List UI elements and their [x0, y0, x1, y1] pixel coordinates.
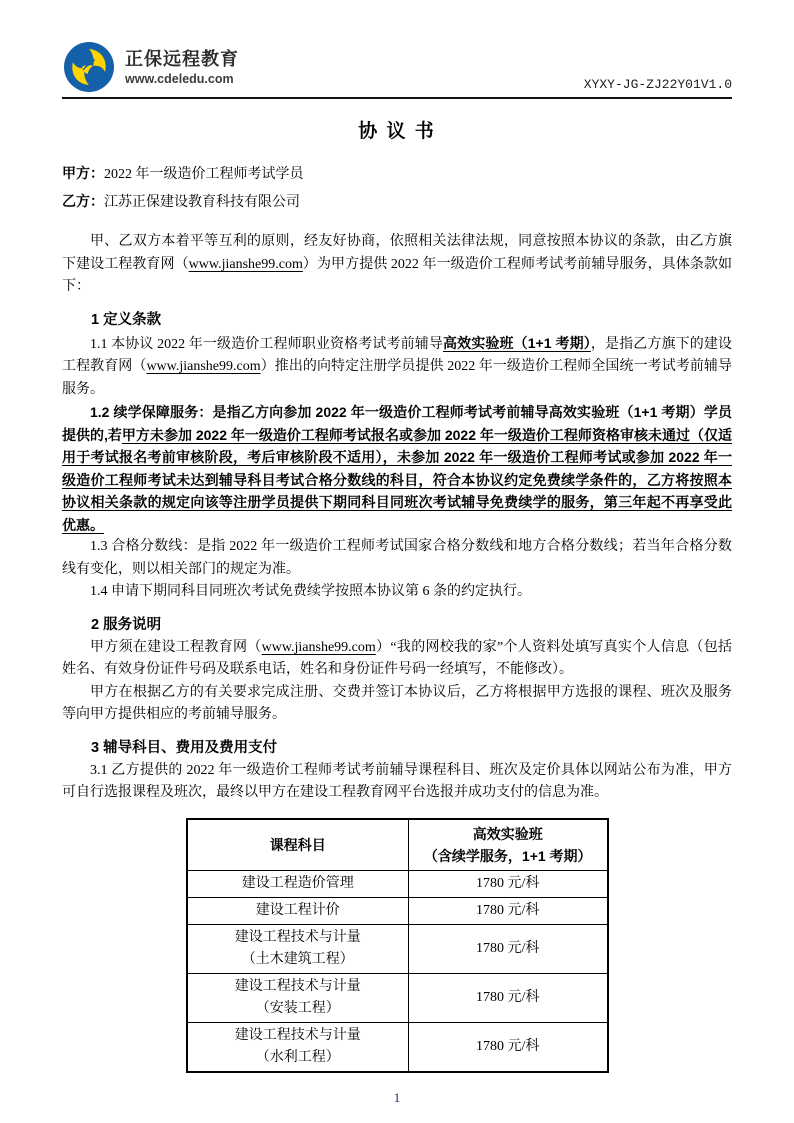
header-class-line1: 高效实验班 [472, 825, 543, 842]
table-row [187, 897, 608, 924]
section2-heading: 2 服务说明 [91, 616, 162, 633]
subject-cell [187, 870, 409, 897]
party-a-label: 甲方： [62, 165, 104, 181]
subject-cell [187, 973, 409, 1022]
document-code: XYXY-JG-ZJ22Y01V1.0 [583, 77, 732, 92]
table-row [187, 1022, 608, 1072]
subject-line1: 建设工程技术与计量 [234, 978, 361, 994]
intro-text-1: 甲、乙双方本着平等互利的原则，经友好协商，依照相关法律法规，同意按照本协议的条款，由乙方旗下建设工程教育网（ [62, 234, 732, 272]
subject-cell [187, 897, 409, 924]
clause-1-3: 1.3 合格分数线：是指 2022 年一级造价工程师考试国家合格分数线和地方合格分数线；若当年合格分数线有变化，则以相关部门的规定为准。 [62, 539, 732, 577]
section3-heading: 3 辅导科目、费用及费用支付 [91, 739, 278, 756]
party-b-line [62, 188, 732, 216]
table-row [187, 924, 608, 973]
party-b-value: 江苏正保建设教育科技有限公司 [104, 195, 300, 210]
party-a-line [62, 160, 732, 188]
subject-line2: （土木建筑工程） [241, 951, 354, 967]
parties-block [62, 160, 732, 216]
intro-paragraph [62, 231, 732, 299]
table-row [187, 870, 608, 897]
table-header-row [187, 819, 608, 871]
section2-p1-text-2: ）“我的网校我的家”个人资料处填写真实个人信息（包括姓名、有效身份证件号码及联系电话，姓名和身份证件号码一经填写，不能修改）。 [62, 639, 732, 677]
subject-line1: 建设工程计价 [255, 902, 340, 918]
header-class-line2: （含续学服务，1+1 考期） [423, 847, 592, 864]
subject-line1: 建设工程造价管理 [241, 875, 354, 891]
brand-url: www.cdeledu.com [125, 72, 234, 86]
clause-1-2 [62, 401, 732, 536]
brand-text [125, 47, 239, 87]
subject-line2: （水利工程） [255, 1049, 340, 1065]
course-price-table [186, 818, 609, 1073]
price-cell: 1780 元/科 [409, 870, 608, 897]
clause-3-1: 3.1 乙方提供的 2022 年一级造价工程师考试考前辅导课程科目、班次及定价具体以网站公布为准，甲方可自行选报课程及班次，最终以甲方在建设工程教育网平台选报并成功支付的信息为准。 [62, 762, 732, 800]
section2-p1-text-1: 甲方须在建设工程教育网（ [90, 639, 262, 655]
clause-1-1-text-1: 1.1 本协议 2022 年一级造价工程师职业资格考试考前辅导 [90, 336, 443, 352]
clause-1-2-underlined: 甲方未参加 2022 年一级造价工程师考试报名或参加 2022 年一级造价工程师资格审核未通过（仅适用于考试报名考前审核阶段，考后审核阶段不适用），未参加 2022 年一级造价工程师考试或参加 2022 年一级造价工程师考试未达到辅导科目考试合格分数线的科目，符合本协议约定免费续学条件的，乙方将按照本协议相关条款的规定向该等注册学员提供下期同科目同班次考试辅导免费续学的服务，第三年起不再享受此优惠。 [62, 426, 732, 533]
price-cell: 1780 元/科 [409, 924, 608, 973]
subject-cell [187, 1022, 409, 1072]
price-cell: 1780 元/科 [409, 897, 608, 924]
document-body [62, 160, 732, 1106]
party-b-label: 乙方： [62, 193, 104, 209]
zhengbao-logo-icon [62, 40, 116, 94]
section1-heading: 1 定义条款 [91, 311, 162, 328]
page-header [62, 0, 732, 99]
brand-name: 正保远程教育 [125, 49, 239, 69]
clause-1-1 [62, 332, 732, 402]
subject-cell [187, 924, 409, 973]
page-title: 协 议 书 [358, 121, 436, 142]
jianshe99-link: www.jianshe99.com [261, 639, 376, 655]
header-cell-class [409, 819, 608, 871]
clause-1-1-text-3: ）推出的向特定注册学员提供 2022 年一级造价工程师全国统一考试考前辅导服务。 [62, 359, 733, 397]
price-cell: 1780 元/科 [409, 1022, 608, 1072]
section2-paragraph-1 [62, 637, 732, 682]
clause-1-4: 1.4 申请下期同科目同班次考试免费续学按照本协议第 6 条的约定执行。 [90, 584, 531, 599]
subject-line2: （安装工程） [255, 1000, 340, 1016]
clause-1-1-highlight: 高效实验班（1+1 考期） [443, 334, 591, 351]
subject-line1: 建设工程技术与计量 [234, 1027, 361, 1043]
clause-1-1-text-2: ，是指乙方旗下的建设工程教育网（ [62, 336, 733, 374]
clause-1-2-lead: 1.2 续学保障服务：是指乙方向参加 2022 年一级造价工程师考试考前辅导高效实验班（1+1 考期）学员提供的,若 [62, 404, 732, 443]
intro-text-2: ）为甲方提供 2022 年一级造价工程师考试考前辅导服务，具体条款如下： [62, 256, 733, 294]
subject-line1: 建设工程技术与计量 [234, 929, 361, 945]
header-cell-subject: 课程科目 [187, 819, 409, 871]
table-row [187, 973, 608, 1022]
section2-paragraph-2: 甲方在根据乙方的有关要求完成注册、交费并签订本协议后，乙方将根据甲方选报的课程、班次及服务等向甲方提供相应的考前辅导服务。 [62, 684, 732, 722]
brand-logo-block [62, 40, 239, 94]
page-number: 1 [393, 1089, 401, 1105]
jianshe99-link: www.jianshe99.com [188, 256, 303, 272]
party-a-value: 2022 年一级造价工程师考试学员 [104, 167, 304, 182]
price-cell: 1780 元/科 [409, 973, 608, 1022]
jianshe99-link: www.jianshe99.com [146, 359, 261, 374]
